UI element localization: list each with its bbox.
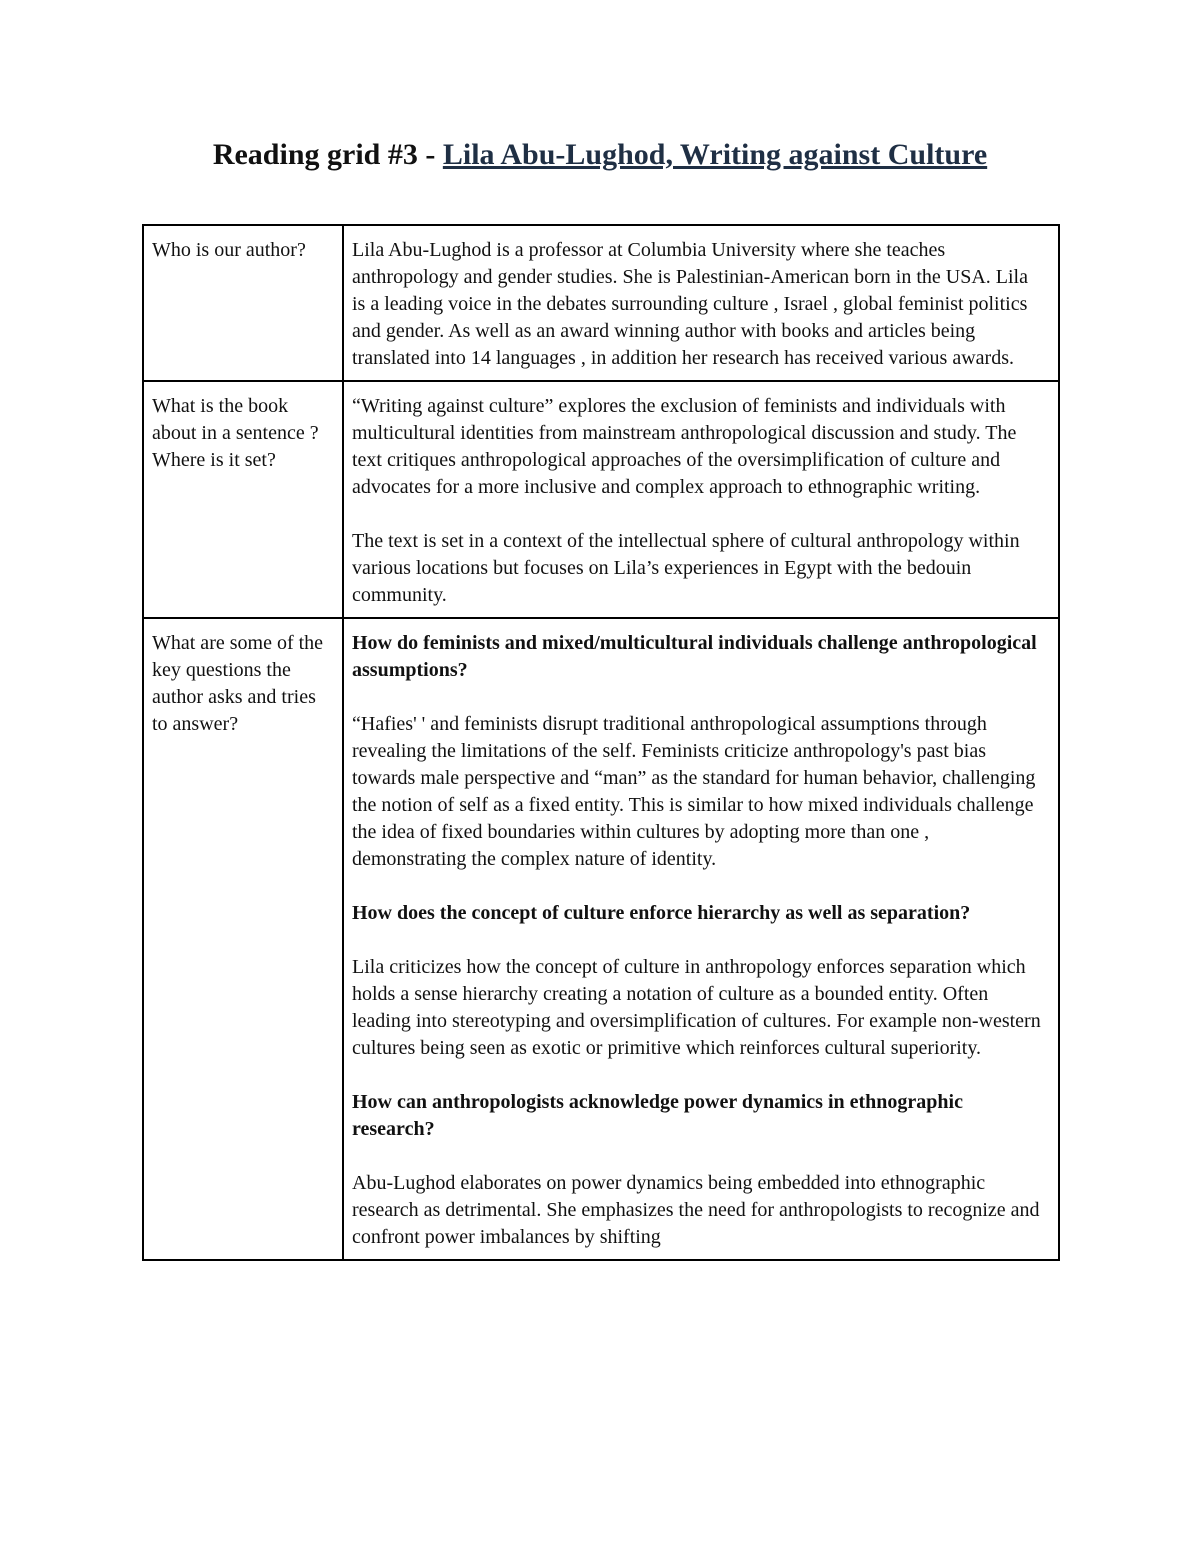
key-question-heading: How do feminists and mixed/multicultural individuals challenge anthropological assumptions? bbox=[352, 632, 1037, 681]
table-row bbox=[143, 381, 1059, 618]
reading-grid-table bbox=[142, 224, 1060, 1261]
title-prefix: Reading grid #3 - bbox=[212, 138, 443, 171]
question-text: What are some of the key questions the author asks and tries to answer? bbox=[152, 632, 324, 735]
title-link[interactable]: Lila Abu-Lughod, Writing against Culture bbox=[442, 138, 988, 171]
question-cell bbox=[143, 618, 343, 1260]
question-text: Who is our author? bbox=[152, 239, 306, 261]
answer-cell bbox=[343, 225, 1059, 381]
answer-paragraph: Lila criticizes how the concept of culture in anthropology enforces separation which holds a sense hierarchy creating a notation of culture as a bounded entity. Often leading into stereotyping and oversimplification of cultures. For example non-western cultures being seen as exotic or primitive which reinforces cultural superiority. bbox=[352, 956, 1041, 1059]
answer-paragraph: “Hafies' ' and feminists disrupt traditional anthropological assumptions through revealing the limitations of the self. Feminists criticize anthropology's past bias towards male perspective and “man” as the standard for human behavior, challenging the notion of self as a fixed entity. This is similar to how mixed individuals challenge the idea of fixed boundaries within cultures by adopting more than one , demonstrating the complex nature of identity. bbox=[352, 713, 1036, 870]
answer-paragraph: Lila Abu-Lughod is a professor at Columbia University where she teaches anthropology and gender studies. She is Palestinian-American born in the USA. Lila is a leading voice in the debates surrounding culture , Israel , global feminist politics and gender. As well as an award winning author with books and articles being translated into 14 languages , in addition her research has received various awards. bbox=[352, 239, 1028, 369]
answer-cell bbox=[343, 381, 1059, 618]
question-cell bbox=[143, 225, 343, 381]
table-row bbox=[143, 225, 1059, 381]
key-question-heading: How does the concept of culture enforce hierarchy as well as separation? bbox=[352, 902, 971, 924]
question-cell bbox=[143, 381, 343, 618]
question-text: What is the book about in a sentence ? Where is it set? bbox=[152, 395, 319, 471]
page-title bbox=[0, 138, 1200, 172]
answer-cell bbox=[343, 618, 1059, 1260]
answer-paragraph: Abu-Lughod elaborates on power dynamics being embedded into ethnographic research as detrimental. She emphasizes the need for anthropologists to recognize and confront power imbalances by shifting bbox=[352, 1172, 1040, 1248]
table-row bbox=[143, 618, 1059, 1260]
answer-paragraph: The text is set in a context of the intellectual sphere of cultural anthropology within various locations but focuses on Lila’s experiences in Egypt with the bedouin community. bbox=[352, 530, 1020, 606]
answer-paragraph: “Writing against culture” explores the exclusion of feminists and individuals with multicultural identities from mainstream anthropological discussion and study. The text critiques anthropological approaches of the oversimplification of culture and advocates for a more inclusive and complex approach to ethnographic writing. bbox=[352, 395, 1017, 498]
key-question-heading: How can anthropologists acknowledge power dynamics in ethnographic research? bbox=[352, 1091, 963, 1140]
